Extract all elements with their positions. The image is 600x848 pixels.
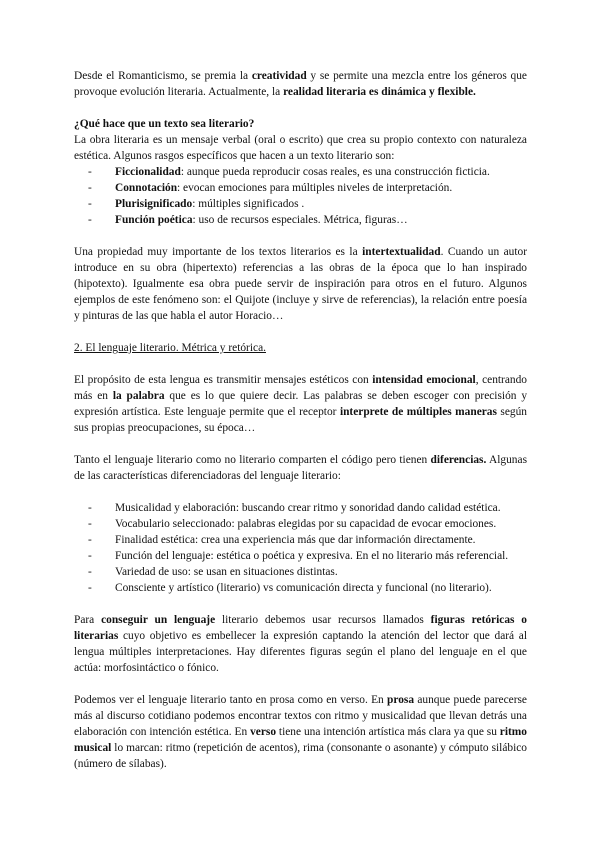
document-page: [74, 68, 527, 772]
list-item: - Consciente y artístico (literario) vs comunicación directa y funcional (no literario).: [88, 580, 527, 596]
bold-term: prosa: [387, 694, 415, 706]
prose-verse-paragraph: Podemos ver el lenguaje literario tanto en prosa como en verso. En prosa aunque puede parecerse más al discurso cotidiano podemos encontrar textos con ritmo y musicalidad que llevan detrás una elaboración con intención estética. En verso tiene una intención artística más clara ya que su ritmo musical lo marcan: ritmo (repetición de acentos), rima (consonante o asonante) y cómputo silábico (número de sílabas).: [74, 694, 527, 770]
intertextuality-paragraph: Una propiedad muy importante de los textos literarios es la intertextualidad. Cuando un autor introduce en su obra (hipertexto) referencias a las obras de la época que lo han inspirado (hipotexto). Igualmente esa obra puede servir de inspiración para otros en el futuro. Algunos ejemplos de este fenómeno son: el Quijote (incluye y sirve de referencias), la relación entre poesía y pinturas de las que habla el autor Horacio…: [74, 246, 527, 322]
figures-paragraph: Para conseguir un lenguaje literario debemos usar recursos llamados figuras retóricas o literarias cuyo objetivo es embellecer la expresión captando la atención del lector que dará al lengua múltiples interpretaciones. Hay diferentes figuras según el plano del lenguaje en el que actúa: morfosintáctico o fónico.: [74, 614, 527, 674]
purpose-paragraph: El propósito de esta lengua es transmitir mensajes estéticos con intensidad emocional, centrando más en la palabra que es lo que quiere decir. Las palabras se deben escoger con precisión y expresión artística. Este lenguaje permite que el receptor interprete de múltiples maneras según sus propias preocupaciones, su época…: [74, 374, 528, 434]
text-run: y se permite una mezcla entre los géneros que provoque evolución literaria. Actualmente, la: [74, 70, 527, 98]
differences-paragraph: Tanto el lenguaje literario como no literario comparten el código pero tienen diferencias. Algunas de las características diferenciadoras del lenguaje literario:: [74, 454, 527, 482]
bold-term: creatividad: [251, 70, 307, 82]
bold-term: figuras retóricas o literarias: [74, 614, 527, 642]
features-list: [74, 500, 527, 596]
bold-term: conseguir un lenguaje: [101, 614, 216, 626]
bold-term: realidad literaria es dinámica y flexible.: [283, 86, 476, 98]
bold-term: intertextualidad: [362, 246, 441, 258]
bold-term: la palabra: [112, 390, 165, 402]
definition-paragraph: La obra literaria es un mensaje verbal (oral o escrito) que crea su propio contexto con naturaleza estética. Algunos rasgos específicos que hacen a un texto literario son:: [74, 134, 527, 162]
list-item: - Función del lenguaje: estética o poética y expresiva. En el no literario más referencial.: [88, 548, 527, 564]
bold-term: verso: [250, 726, 277, 738]
list-item: - Plurisignificado: múltiples significados .: [88, 196, 527, 212]
list-item: - Vocabulario seleccionado: palabras elegidas por su capacidad de evocar emociones.: [88, 516, 527, 532]
question-heading: ¿Qué hace que un texto sea literario?: [74, 118, 255, 130]
text-run: Desde el Romanticismo, se premia la: [74, 70, 252, 82]
list-item: - Ficcionalidad: aunque pueda reproducir cosas reales, es una construcción ficticia.: [88, 164, 527, 180]
list-item: - Finalidad estética: crea una experiencia más que dar información directamente.: [88, 532, 527, 548]
section-2-title: 2. El lenguaje literario. Métrica y retórica.: [74, 342, 266, 354]
intro-paragraph: [74, 68, 527, 100]
list-item: - Variedad de uso: se usan en situaciones distintas.: [88, 564, 527, 580]
bold-term: interprete de múltiples maneras: [339, 406, 497, 418]
bold-term: intensidad emocional: [372, 374, 476, 386]
bold-term: diferencias.: [430, 454, 487, 466]
bold-term: ritmo musical: [74, 726, 527, 754]
list-item: - Musicalidad y elaboración: buscando crear ritmo y sonoridad dando calidad estética.: [88, 500, 527, 516]
traits-list: [74, 164, 527, 228]
list-item: - Connotación: evocan emociones para múltiples niveles de interpretación.: [88, 180, 527, 196]
list-item: - Función poética: uso de recursos especiales. Métrica, figuras…: [88, 212, 527, 228]
